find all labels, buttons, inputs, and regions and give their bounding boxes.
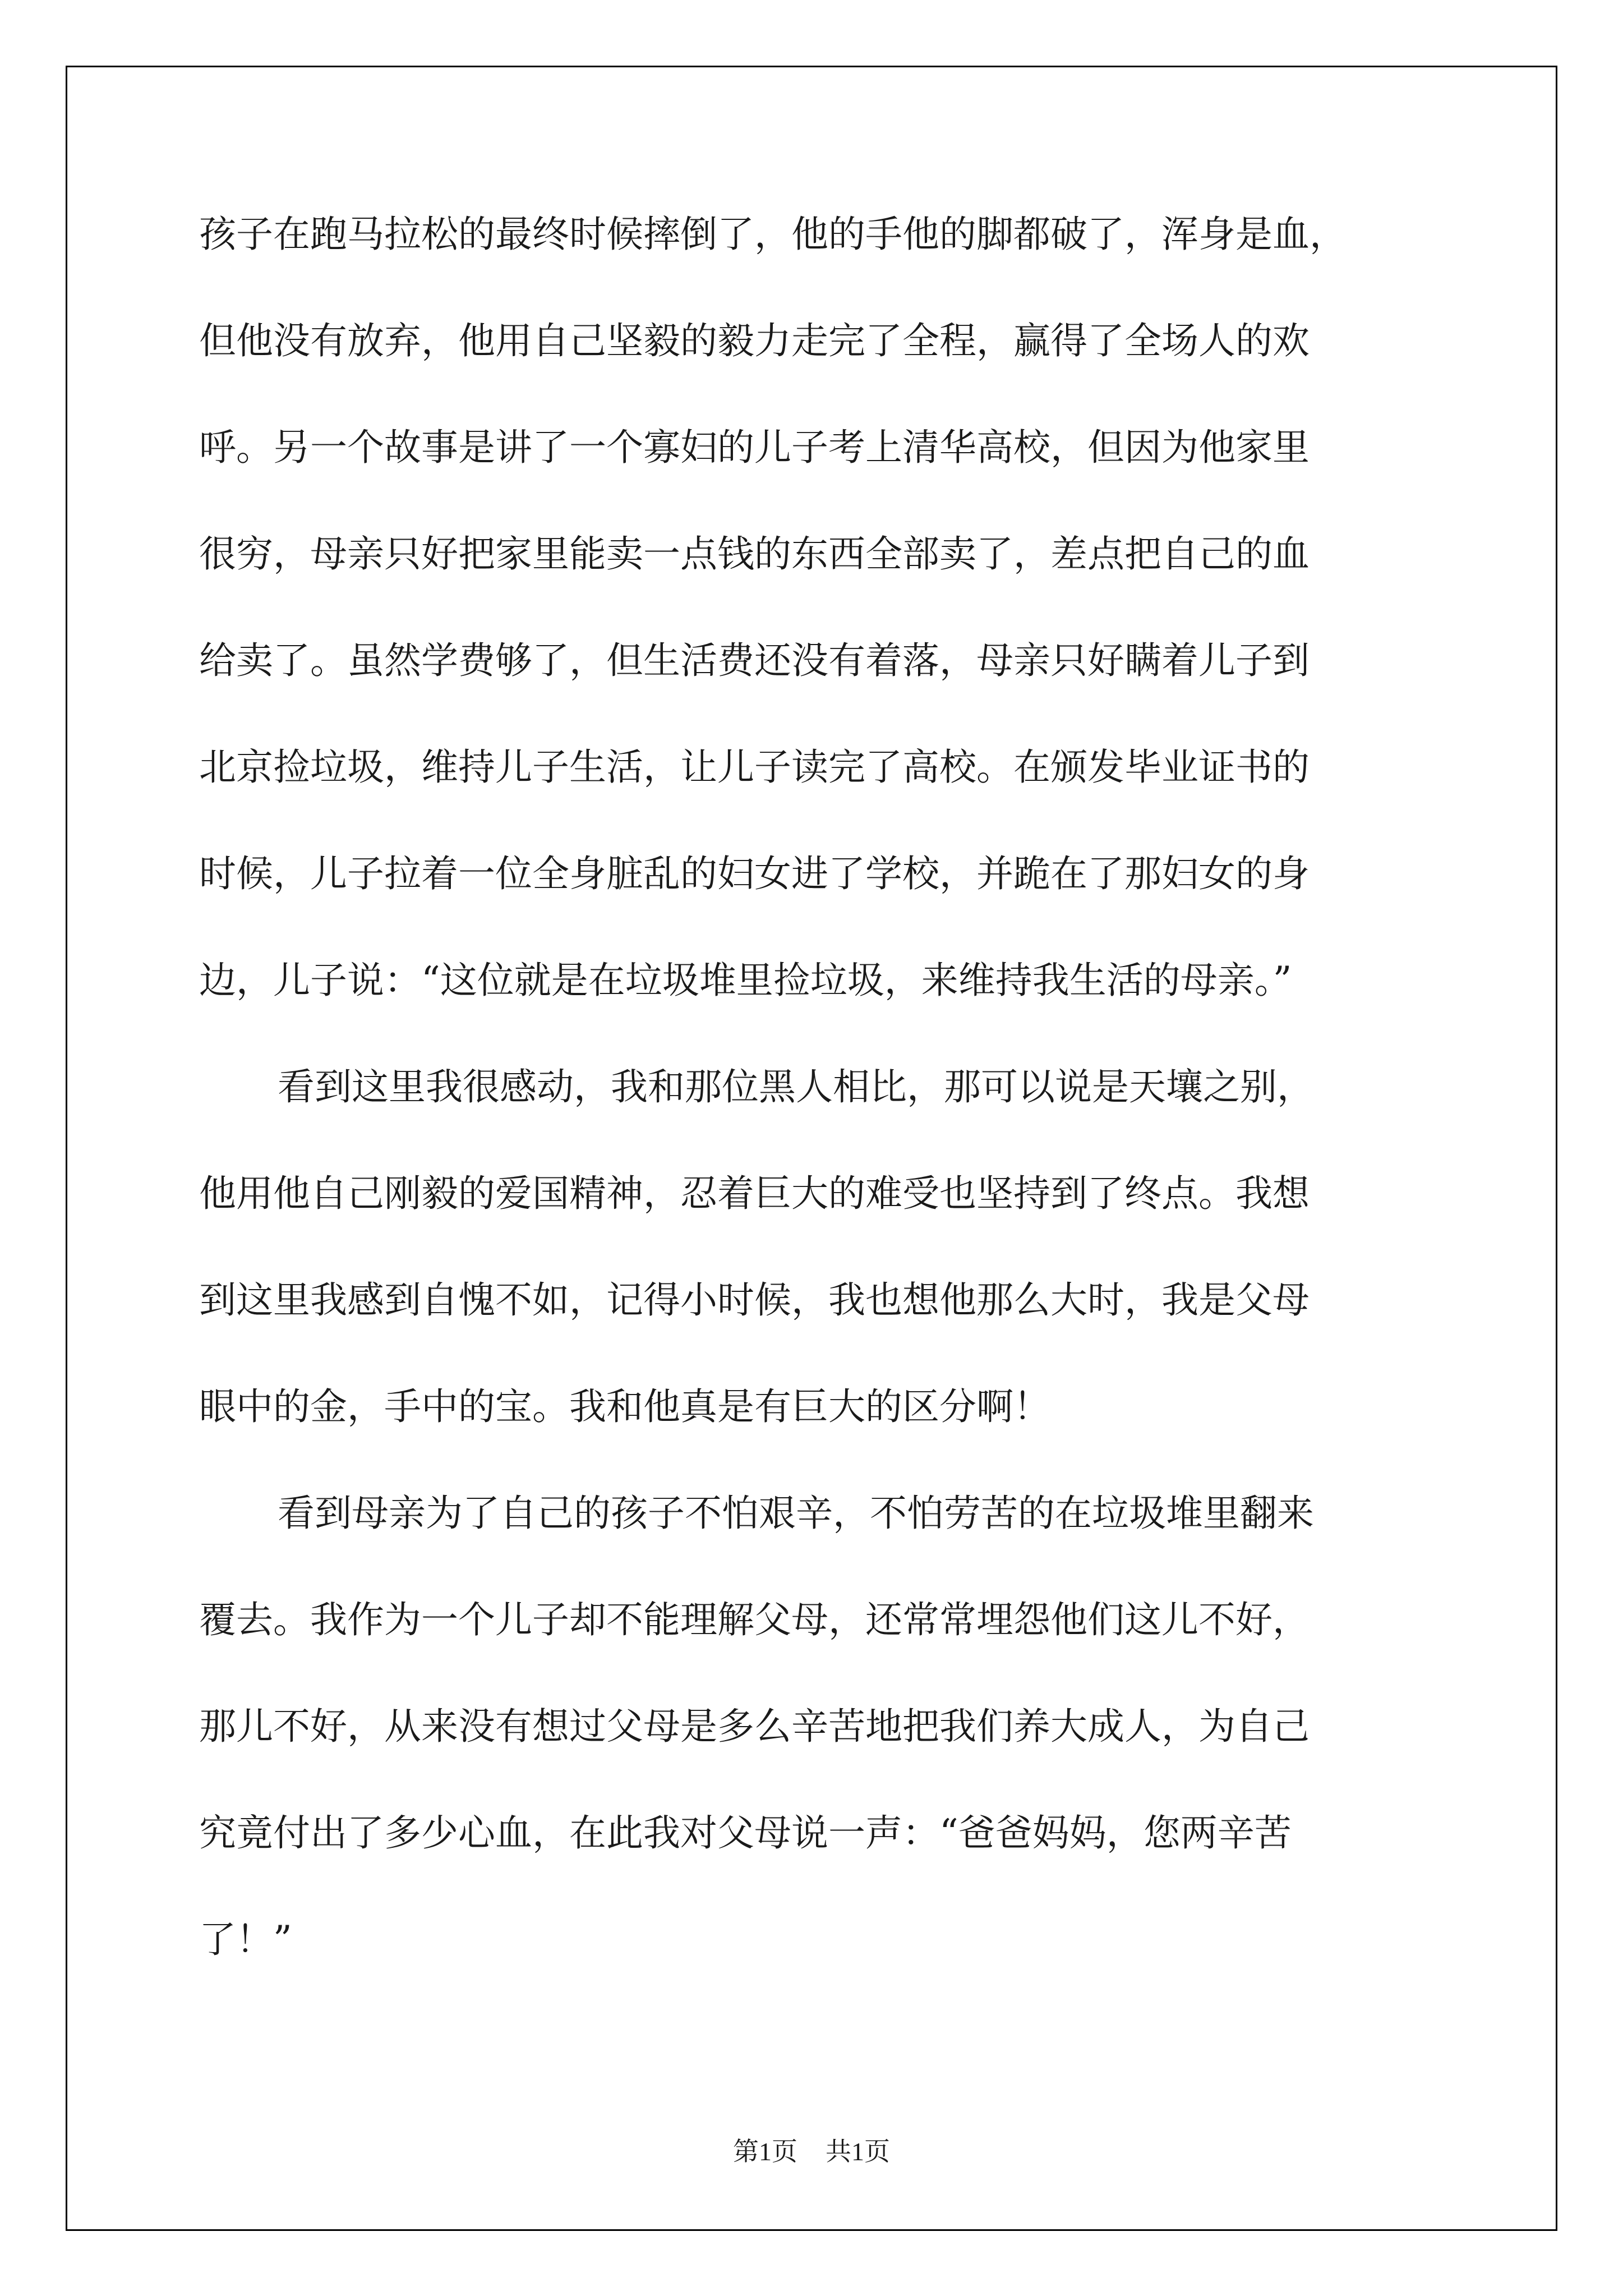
page-number: 第1页 — [733, 2137, 797, 2166]
text-line: 很穷，母亲只好把家里能卖一点钱的东西全部卖了，差点把自己的血 — [199, 532, 1310, 576]
page-footer — [0, 2136, 1623, 2168]
text-line: 呼。另一个故事是讲了一个寡妇的儿子考上清华高校，但因为他家里 — [199, 426, 1310, 469]
paragraph-start-line: 看到这里我很感动，我和那位黑人相比，那可以说是天壤之别， — [278, 1065, 1314, 1108]
page-border — [66, 66, 1557, 2231]
text-line: 到这里我感到自愧不如，记得小时候，我也想他那么大时，我是父母 — [199, 1278, 1310, 1322]
text-line: 边，儿子说：“这位就是在垃圾堆里捡垃圾，来维持我生活的母亲。” — [199, 959, 1292, 1002]
text-line: 那儿不好，从来没有想过父母是多么辛苦地把我们养大成人，为自己 — [199, 1705, 1310, 1748]
text-line: 他用他自己刚毅的爱国精神，忍着巨大的难受也坚持到了终点。我想 — [199, 1172, 1310, 1215]
paragraph-start-line: 看到母亲为了自己的孩子不怕艰辛，不怕劳苦的在垃圾堆里翻来 — [278, 1492, 1314, 1535]
text-line: 但他没有放弃，他用自己坚毅的毅力走完了全程，赢得了全场人的欢 — [199, 319, 1310, 362]
text-line: 时候，儿子拉着一位全身脏乱的妇女进了学校，并跪在了那妇女的身 — [199, 852, 1310, 895]
text-line: 了！” — [199, 1918, 292, 1961]
text-line: 究竟付出了多少心血，在此我对父母说一声：“爸爸妈妈，您两辛苦 — [199, 1811, 1292, 1855]
text-line: 覆去。我作为一个儿子却不能理解父母，还常常埋怨他们这儿不好， — [199, 1598, 1310, 1641]
text-line: 眼中的金，手中的宝。我和他真是有巨大的区分啊！ — [199, 1385, 1050, 1428]
text-line: 北京捡垃圾，维持儿子生活，让儿子读完了高校。在颁发毕业证书的 — [199, 746, 1310, 789]
text-line: 孩子在跑马拉松的最终时候摔倒了，他的手他的脚都破了，浑身是血， — [199, 213, 1347, 256]
text-line: 给卖了。虽然学费够了，但生活费还没有着落，母亲只好瞒着儿子到 — [199, 639, 1310, 682]
page-total: 共1页 — [826, 2137, 890, 2166]
